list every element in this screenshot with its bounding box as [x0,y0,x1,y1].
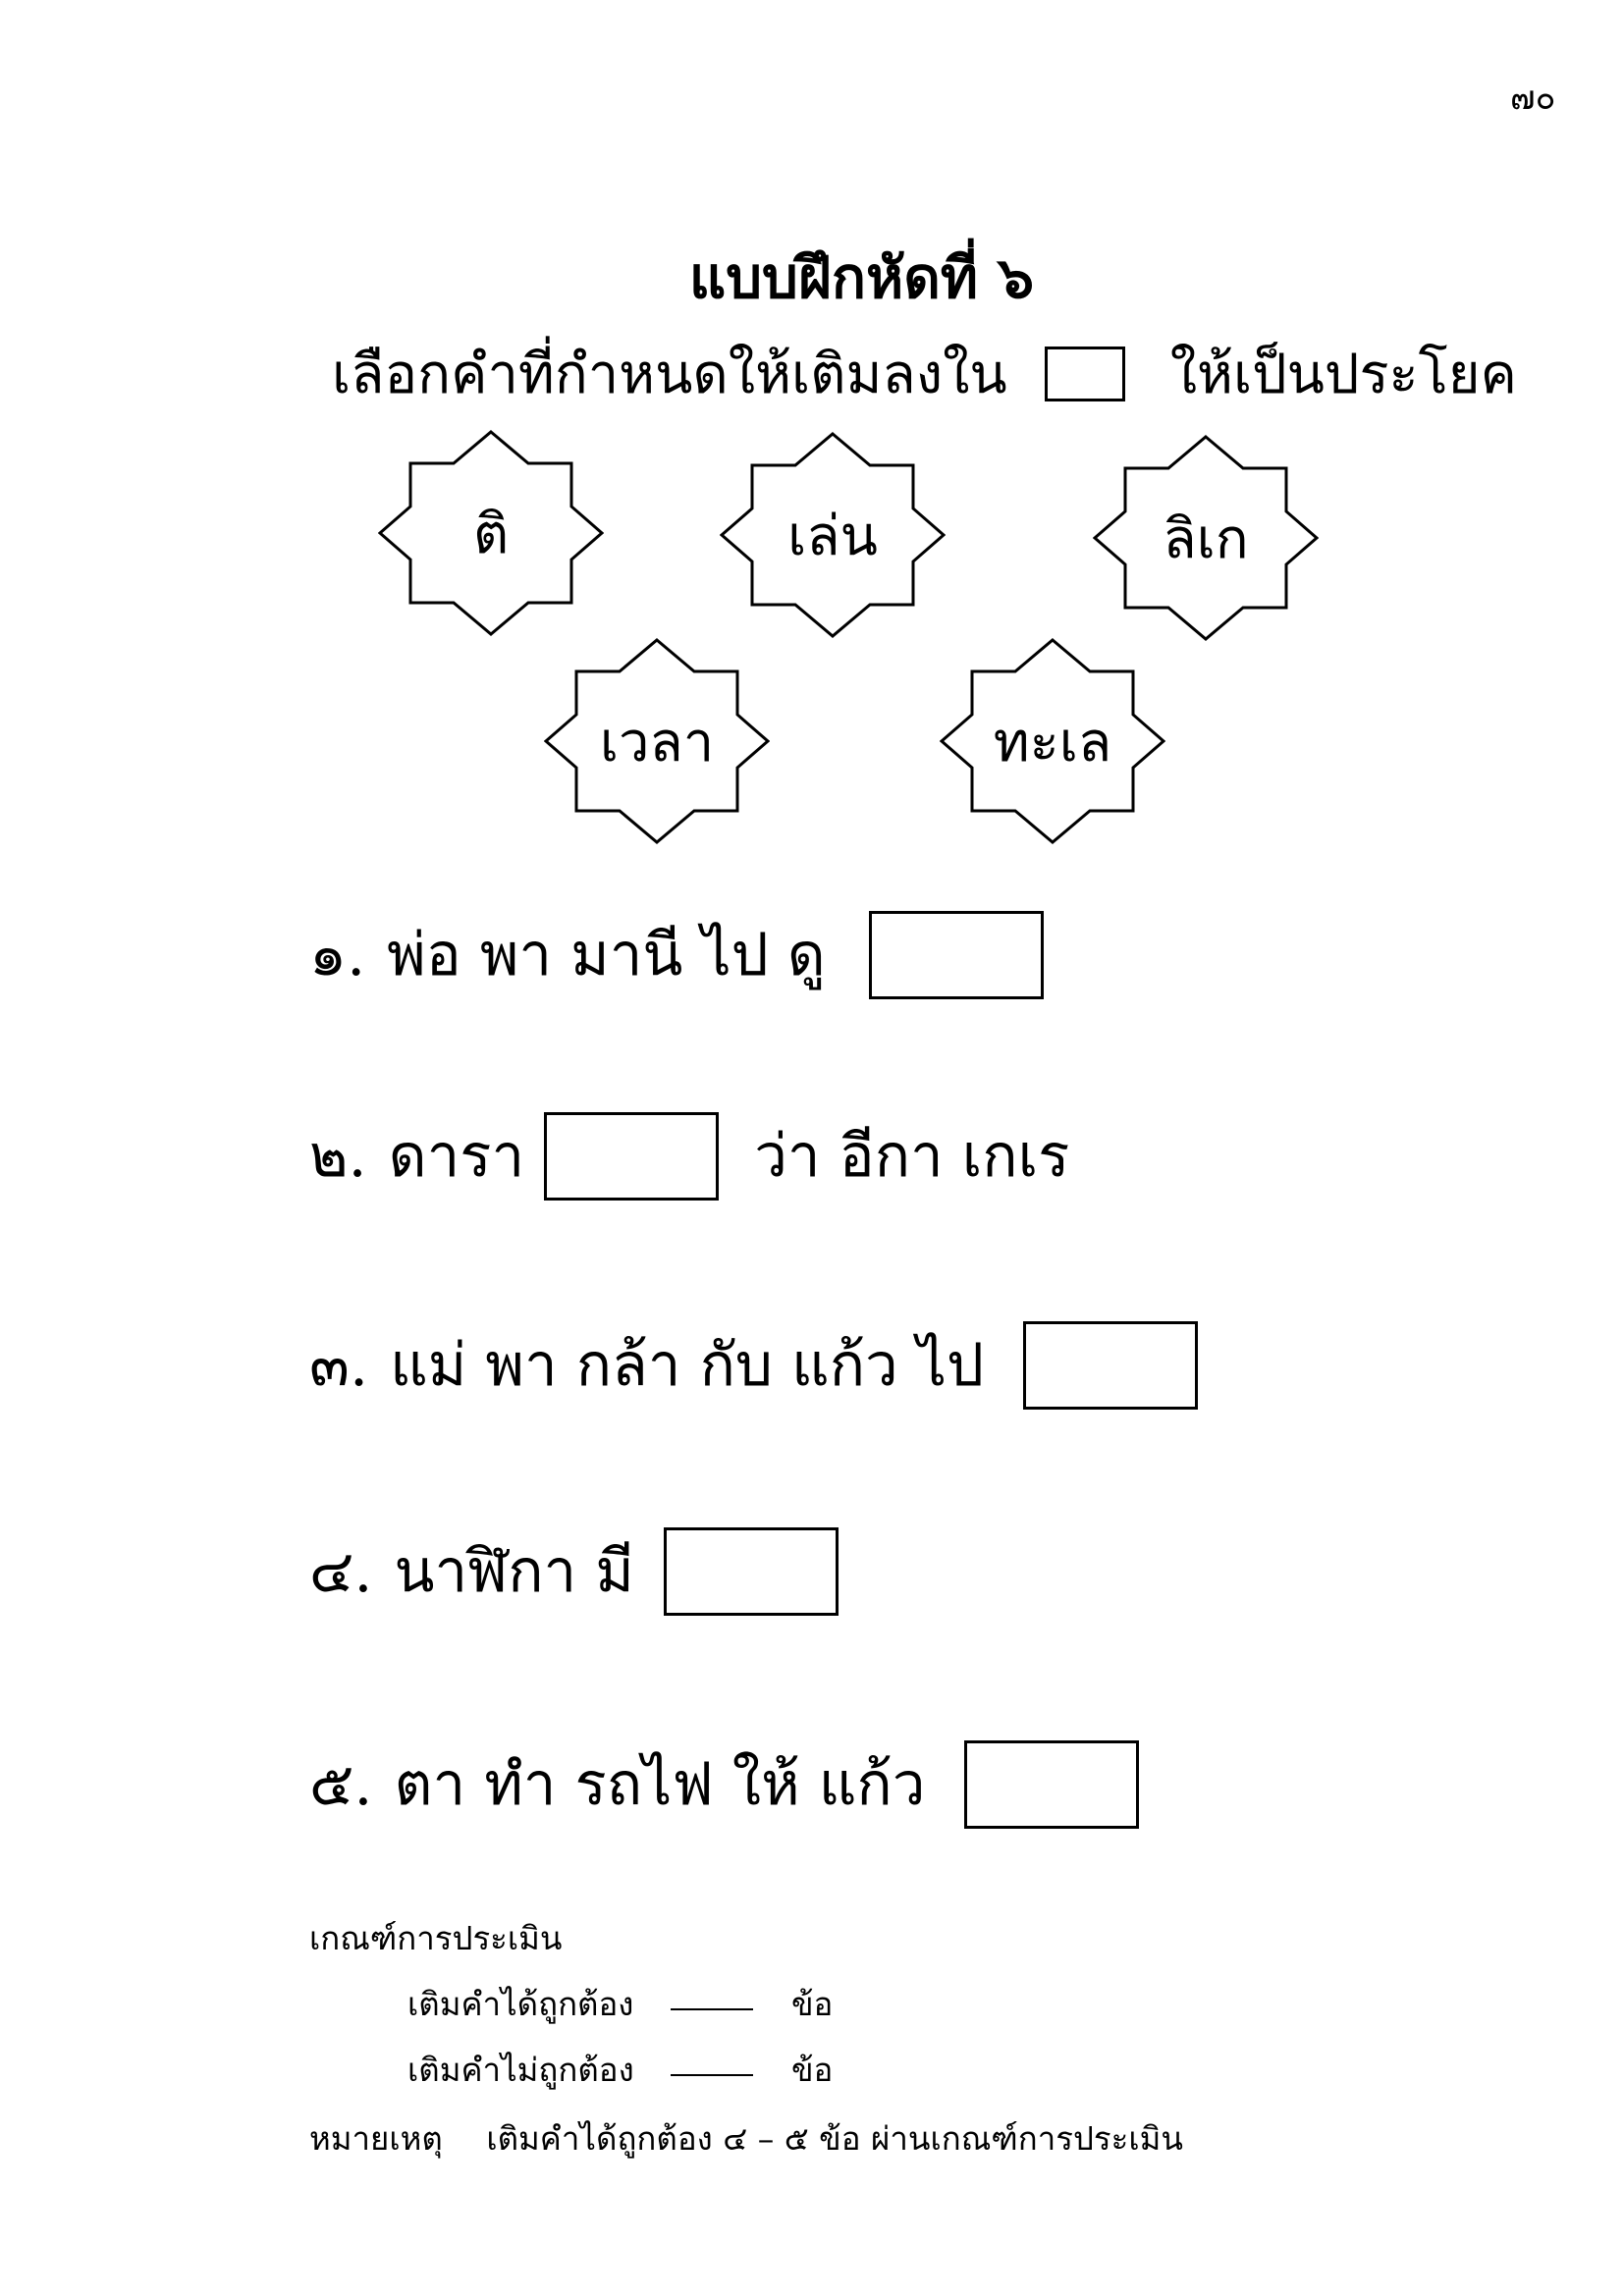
note [309,2112,1183,2164]
answer-box-5[interactable] [964,1740,1139,1829]
question-1 [309,908,1044,1001]
question-number: ๔. [309,1537,373,1606]
word-bank-item: ติ [472,502,510,566]
question-number: ๕. [309,1750,373,1819]
word-bank-item: ลิเก [1163,507,1249,571]
word-star [940,638,1165,844]
instruction [332,330,1517,417]
question-5 [309,1737,1139,1831]
question-4 [309,1524,839,1618]
question-text: ดารา [388,1122,525,1191]
criteria-incorrect-blank[interactable] [671,2047,753,2076]
criteria-correct-label: เติมคำได้ถูกต้อง [407,1985,634,2023]
word-bank-item: ทะเล [993,710,1112,774]
word-star [720,432,946,638]
page-number: ๗๐ [1510,79,1556,118]
instruction-text-after: ให้เป็นประโยค [1169,343,1517,406]
answer-box-2[interactable] [544,1112,719,1201]
word-star [1093,435,1319,641]
question-number: ๓. [309,1331,369,1400]
answer-box-1[interactable] [869,911,1044,999]
note-text: เติมคำได้ถูกต้อง ๔ – ๕ ข้อ ผ่านเกณฑ์การประเมิน [486,2119,1183,2158]
question-text-after: ว่า อีกา เกเร [754,1122,1070,1191]
question-2 [309,1109,1069,1202]
criteria-incorrect-label: เติมคำไม่ถูกต้อง [407,2051,634,2089]
question-number: ๒. [309,1122,367,1191]
word-star [544,638,770,844]
criteria-correct-blank[interactable] [671,1981,753,2010]
word-star [378,430,604,636]
question-number: ๑. [309,921,366,989]
instruction-text-before: เลือกคำที่กำหนดให้เติมลงใน [332,343,1007,406]
criteria-correct-unit: ข้อ [791,1985,834,2023]
instruction-box-sample [1045,347,1125,401]
question-3 [309,1318,1198,1412]
exercise-title: แบบฝึกหัดที่ ๖ [688,244,1035,311]
question-text: นาฬิกา มี [394,1537,634,1606]
word-bank-item: เวลา [599,710,715,774]
criteria-incorrect-unit: ข้อ [791,2051,834,2089]
question-text: แม่ พา กล้า กับ แก้ว ไป [390,1331,985,1400]
note-label: หมายเหตุ [309,2119,443,2158]
question-text: พ่อ พา มานี ไป ดู [387,921,826,989]
answer-box-4[interactable] [664,1527,839,1616]
word-bank-item: เล่น [787,504,878,568]
answer-box-3[interactable] [1023,1321,1198,1410]
criteria-heading: เกณฑ์การประเมิน [309,1919,563,1957]
question-text: ตา ทำ รถไฟ ให้ แก้ว [394,1750,926,1819]
